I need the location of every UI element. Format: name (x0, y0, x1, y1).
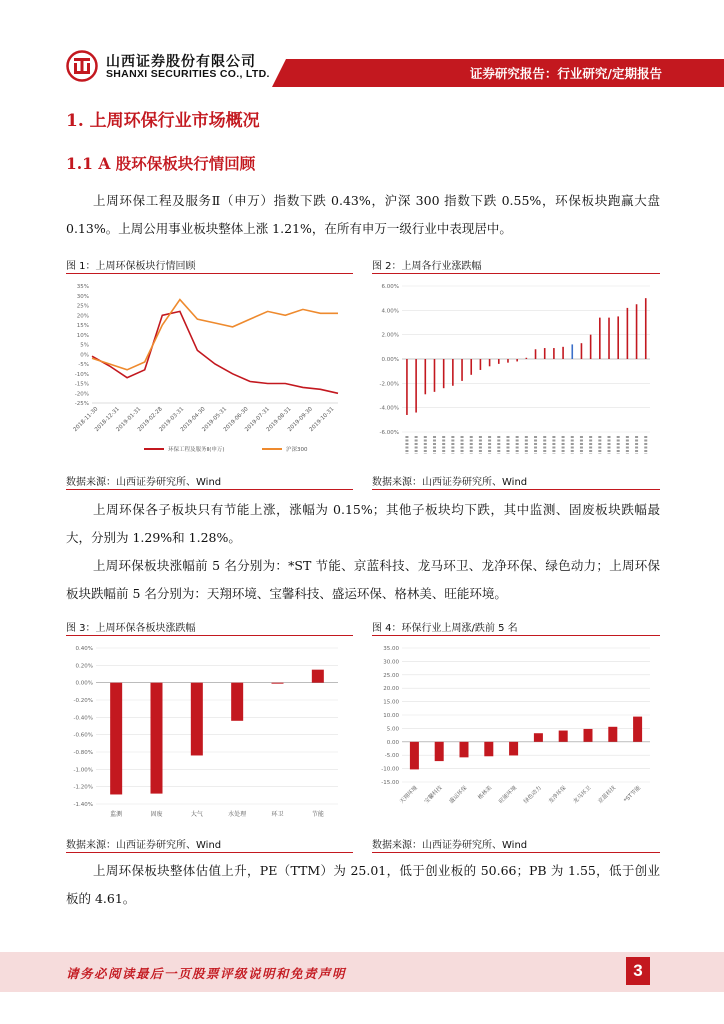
y-tick-label: 0% (80, 352, 89, 359)
y-tick-label: 10% (76, 332, 89, 339)
y-tick-label: 0.20% (75, 663, 93, 670)
x-tick-label: 2019-09-30 (287, 406, 314, 434)
company-name-en: SHANXI SECURITIES CO., LTD. (106, 68, 270, 80)
figure-1-source: 数据来源：山西证券研究所、Wind (66, 477, 222, 488)
y-tick-label: 2.00% (381, 332, 399, 339)
figure-2-source: 数据来源：山西证券研究所、Wind (372, 477, 528, 488)
y-tick-label: 5% (80, 342, 89, 349)
x-tick-label: 2019-02-28 (136, 406, 164, 434)
bar (627, 308, 629, 359)
figure-2-chart (372, 278, 660, 460)
x-tick-label: 绿色动力 (523, 785, 543, 805)
x-tick-label: 2019-05-31 (201, 406, 229, 434)
bar (415, 359, 417, 413)
bar (425, 359, 427, 394)
y-tick-label: 15% (76, 323, 89, 329)
bar (645, 298, 647, 359)
x-tick-label: 2019-03-31 (158, 406, 186, 434)
x-tick-label: 龙马环卫 (572, 785, 593, 805)
x-tick-label: 龙净环保 (547, 785, 568, 805)
figure-1-title: 图 1：上周环保板块行情回顾 (66, 261, 196, 272)
bar (590, 335, 592, 359)
y-tick-label: 0.00 (386, 739, 399, 746)
y-tick-label: -5% (78, 362, 89, 368)
bar (452, 359, 454, 386)
x-tick-label: 环卫 (271, 811, 284, 818)
y-tick-label: -1.20% (73, 784, 93, 791)
series-line-2 (92, 300, 338, 370)
y-tick-label: 0.00% (75, 680, 93, 687)
figure-3-bottom-rule (66, 852, 353, 853)
y-tick-label: 25.00 (383, 672, 399, 679)
bar (553, 348, 555, 359)
bar (151, 683, 163, 794)
bar (231, 683, 243, 721)
bar (434, 359, 436, 392)
paragraph-2: 上周环保各子板块只有节能上涨，涨幅为 0.15%；其他子板块均下跌，其中监测、固废板块跌幅最大，分别为 1.29%和 1.28%。 (66, 502, 660, 545)
bar (435, 742, 444, 761)
y-tick-label: 0.00% (381, 357, 399, 363)
bar (509, 742, 518, 756)
y-tick-label: -10% (74, 371, 89, 378)
bar (460, 742, 469, 758)
y-tick-label: 6.00% (381, 284, 399, 290)
section-heading: 1. 上周环保行业市场概况 (66, 111, 260, 131)
figure-4-bottom-rule (372, 852, 660, 853)
figure-4-rule (372, 635, 660, 636)
bar (410, 742, 419, 770)
bar (535, 349, 537, 359)
report-type: 证券研究报告：行业研究/定期报告 (469, 66, 662, 81)
bar (584, 729, 593, 742)
bar (544, 348, 546, 359)
y-tick-label: -1.40% (73, 802, 93, 808)
y-tick-label: 30.00 (383, 659, 399, 666)
figure-4-chart (372, 640, 660, 823)
y-tick-label: -1.00% (73, 767, 93, 774)
bar (191, 683, 203, 756)
figure-2-bottom-rule (372, 489, 660, 490)
figure-2-rule (372, 273, 660, 274)
y-tick-label: -10.00 (381, 766, 399, 773)
x-tick-label: 大气 (190, 811, 203, 818)
y-tick-label: 15.00 (383, 699, 399, 706)
x-tick-label: 2018-11-30 (72, 406, 100, 434)
figure-2-title: 图 2：上周各行业涨跌幅 (372, 261, 482, 272)
x-tick-label: 京蓝科技 (597, 785, 618, 805)
y-tick-label: -5.00 (384, 753, 399, 760)
y-tick-label: -0.40% (73, 715, 93, 722)
bar (484, 742, 493, 756)
bar (461, 359, 463, 381)
bar (608, 727, 617, 742)
bar (617, 316, 619, 359)
x-tick-label: 节能 (311, 811, 324, 818)
x-tick-label: 旺能环境 (498, 785, 519, 805)
bar (406, 359, 408, 415)
page-number: 3 (626, 957, 650, 985)
paragraph-1: 上周环保工程及服务Ⅱ（申万）指数下跌 0.43%，沪深 300 指数下跌 0.55%，环保板块跑赢大盘 0.13%。上周公用事业板块整体上涨 1.21%，在所有申万一级行业中表现居中。 (66, 193, 660, 236)
figure-3-title: 图 3：上周环保各板块涨跌幅 (66, 623, 196, 634)
subsection-heading: 1.1 A 股环保板块行情回顾 (66, 154, 256, 173)
bar (526, 358, 528, 359)
legend-label: 环保工程及服务Ⅱ(申万) (168, 447, 225, 453)
bar (608, 318, 610, 359)
bar (498, 359, 500, 364)
figure-3-rule (66, 635, 353, 636)
bar (559, 731, 568, 742)
bar (636, 304, 638, 359)
y-tick-label: -0.20% (73, 698, 93, 704)
x-tick-label: 固废 (150, 811, 163, 818)
figure-3-source: 数据来源：山西证券研究所、Wind (66, 840, 222, 851)
figure-1-chart (66, 278, 353, 460)
y-tick-label: -0.80% (73, 750, 93, 756)
x-tick-label: 宝馨科技 (423, 785, 444, 805)
bar (272, 683, 284, 684)
bar (599, 318, 601, 359)
x-tick-label: 2019-06-30 (222, 406, 250, 434)
x-tick-label: 格林美 (477, 785, 494, 802)
y-tick-label: 35% (76, 284, 89, 290)
y-tick-label: 0.40% (75, 646, 93, 652)
x-tick-label: 监测 (110, 811, 123, 818)
x-tick-label: 天翔环境 (399, 785, 419, 805)
bar (312, 670, 324, 683)
x-tick-label: 水处理 (228, 811, 247, 818)
y-tick-label: 5.00 (386, 726, 399, 733)
y-tick-label: -6.00% (379, 430, 399, 436)
x-tick-label: 2019-07-31 (244, 406, 272, 434)
y-tick-label: 35.00 (383, 646, 399, 652)
figure-4-source: 数据来源：山西证券研究所、Wind (372, 840, 528, 851)
y-tick-label: 30% (76, 293, 89, 300)
x-tick-label: 盛运环保 (448, 785, 469, 805)
x-tick-label: 2019-08-31 (265, 406, 293, 434)
y-tick-label: -25% (74, 401, 89, 407)
paragraph-4: 上周环保板块整体估值上升，PE（TTM）为 25.01，低于创业板的 50.66；PB 为 1.55，低于创业板的 4.61。 (66, 863, 660, 906)
figure-1-rule (66, 273, 353, 274)
legend-label: 沪深300 (286, 447, 308, 453)
y-tick-label: 20% (76, 313, 89, 320)
company-name-cn: 山西证券股份有限公司 (106, 54, 256, 70)
y-tick-label: -20% (74, 391, 89, 398)
y-tick-label: -2.00% (379, 381, 399, 388)
y-tick-label: 20.00 (383, 686, 399, 693)
y-tick-label: -15.00 (381, 780, 399, 786)
x-tick-label: 2019-10-31 (308, 406, 336, 434)
x-tick-label: 2018-12-31 (94, 406, 121, 434)
figure-3-chart (66, 640, 353, 823)
bar (443, 359, 445, 388)
x-tick-label: 2019-04-30 (179, 406, 207, 434)
bar (633, 717, 642, 742)
y-tick-label: 25% (76, 303, 89, 310)
bar (470, 359, 472, 375)
bar (480, 359, 482, 370)
y-tick-label: 10.00 (383, 713, 399, 719)
x-tick-label: *ST节能 (623, 785, 643, 804)
x-tick-label: 2019-01-31 (115, 406, 143, 434)
y-tick-label: -4.00% (379, 405, 399, 412)
figure-4-title: 图 4：环保行业上周涨/跌前 5 名 (372, 623, 518, 634)
bar (489, 359, 491, 366)
figure-1-bottom-rule (66, 489, 353, 490)
paragraph-3: 上周环保板块涨幅前 5 名分别为：*ST 节能、京蓝科技、龙马环卫、龙净环保、绿色动力；上周环保板块跌幅前 5 名分别为：天翔环境、宝馨科技、盛运环保、格林美、旺能环境。 (66, 558, 660, 601)
bar (516, 359, 518, 361)
y-tick-label: 4.00% (381, 308, 399, 315)
y-tick-label: -0.60% (73, 732, 93, 739)
bar (534, 733, 543, 742)
bar (507, 359, 509, 363)
bar (110, 683, 122, 795)
bar (562, 347, 564, 359)
disclaimer-text: 请务必阅读最后一页股票评级说明和免责声明 (66, 966, 347, 981)
bar (581, 343, 583, 359)
bar (571, 344, 573, 359)
y-tick-label: -15% (74, 381, 89, 388)
company-logo (66, 50, 98, 82)
